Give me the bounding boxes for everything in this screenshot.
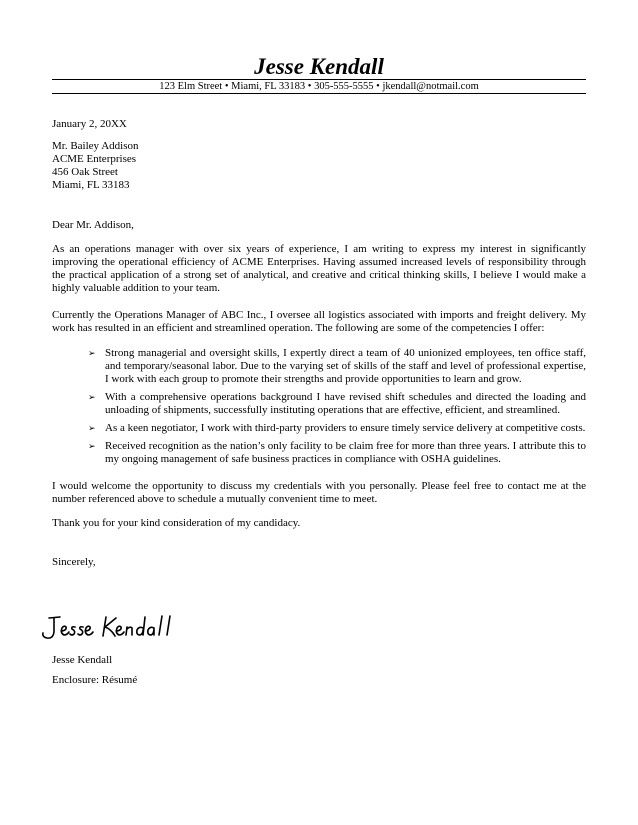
salutation: Dear Mr. Addison, [52, 219, 134, 231]
list-item [88, 422, 586, 435]
list-item-text: As a keen negotiator, I work with third-party providers to ensure timely service delivery at competitive costs. [105, 422, 586, 434]
recipient-street: 456 Oak Street [52, 166, 118, 178]
arrow-bullet-icon: ➢ [88, 392, 96, 402]
recipient-address [52, 140, 586, 192]
recipient-city: Miami, FL 33183 [52, 179, 130, 191]
closing-paragraph-1: I would welcome the opportunity to discuss my credentials with you personally. Please feel free to contact me at the number referenced above to schedule a mutually convenient time to meet. [52, 480, 586, 505]
enclosure-note: Enclosure: Résumé [52, 674, 138, 686]
list-item-text: Received recognition as the nation’s only facility to be claim free for more than three years. I attribute this to my ongoing management of safe business practices in compliance with OSHA guidelines. [105, 440, 586, 465]
signature-name: Jesse Kendall [52, 654, 113, 666]
signoff: Sincerely, [52, 556, 96, 568]
recipient-name: Mr. Bailey Addison [52, 140, 139, 152]
list-item-text: With a comprehensive operations background I have revised shift schedules and directed the loading and unloading of shipments, successfully instituting operations that are effective, efficient, and streamlined. [105, 391, 586, 416]
list-item-text: Strong managerial and oversight skills, I expertly direct a team of 40 unionized employees, ten office staff, and temporary/seasonal labor. Due to the varying set of skills of the staff and level of professional expertise, I work with each group to promote their strengths and provide opportunities to learn and grow. [105, 347, 586, 385]
body-paragraph-1: As an operations manager with over six years of experience, I am writing to express my interest in significantly improving the operational efficiency of ACME Enterprises. Having assumed increased levels of responsibility through the practical application of a strong set of analytical, and creative and critical thinking skills, I believe I would make a highly valuable addition to your team. [52, 243, 586, 294]
arrow-bullet-icon: ➢ [88, 423, 96, 433]
handwritten-signature [40, 612, 190, 644]
competency-list [88, 347, 586, 471]
arrow-bullet-icon: ➢ [88, 441, 96, 451]
header-rule-bottom [52, 93, 586, 94]
recipient-company: ACME Enterprises [52, 153, 137, 165]
sender-name: Jesse Kendall [254, 54, 384, 79]
arrow-bullet-icon: ➢ [88, 348, 96, 358]
list-item [88, 347, 586, 386]
closing-paragraph-2: Thank you for your kind consideration of my candidacy. [52, 517, 301, 529]
letter-date: January 2, 20XX [52, 118, 127, 130]
list-item [88, 440, 586, 466]
signature-text: Jesse Kendall [40, 643, 46, 644]
body-paragraph-2: Currently the Operations Manager of ABC Inc., I oversee all logistics associated with imports and freight delivery. My work has resulted in an efficient and streamlined operation. The following are some of the competencies I offer: [52, 309, 586, 334]
sender-contact: 123 Elm Street • Miami, FL 33183 • 305-555-5555 • jkendall@notmail.com [159, 81, 479, 92]
list-item [88, 391, 586, 417]
